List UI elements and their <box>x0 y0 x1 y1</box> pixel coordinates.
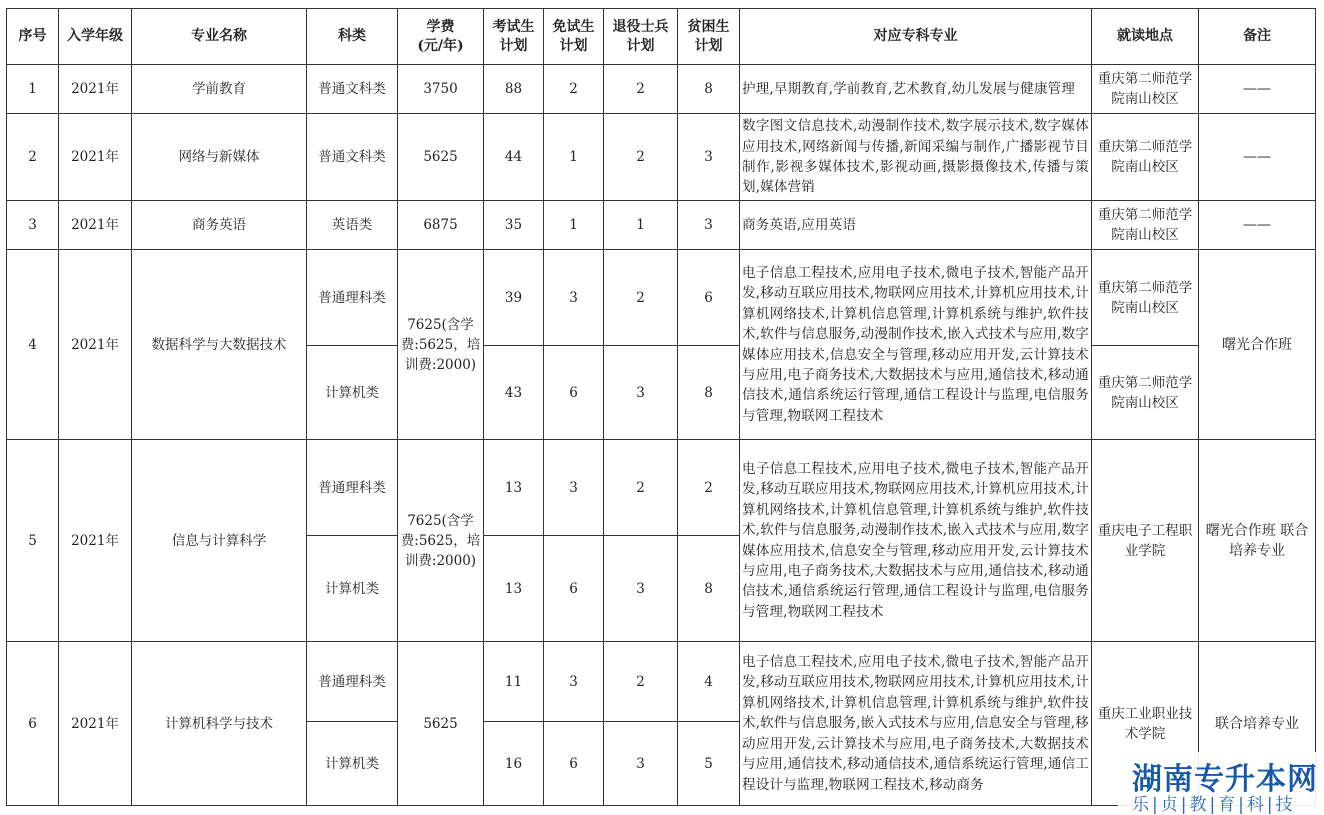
header-poor-plan: 贫困生 计划 <box>678 9 740 65</box>
header-tuition: 学费 (元/年) <box>398 9 484 65</box>
cell-location: 重庆第二师范学院南山校区 <box>1092 346 1199 440</box>
cell-category: 普通理科类 <box>307 440 398 536</box>
table-row <box>7 642 1316 722</box>
cell-note: 联合培养专业 <box>1199 642 1316 806</box>
cell-exam-plan: 13 <box>484 440 544 536</box>
cell-location: 重庆第二师范学院南山校区 <box>1092 65 1199 114</box>
admission-plan-table <box>6 8 1316 806</box>
cell-category: 普通理科类 <box>307 642 398 722</box>
watermark-subtitle: 乐|贞|教|育|科|技 <box>1132 795 1296 815</box>
cell-exam-plan: 35 <box>484 201 544 250</box>
table-row <box>7 65 1316 114</box>
cell-major: 信息与计算科学 <box>132 440 307 642</box>
cell-exempt-plan: 6 <box>544 346 604 440</box>
cell-veteran-plan: 3 <box>604 722 678 806</box>
cell-major: 学前教育 <box>132 65 307 114</box>
table-row <box>7 440 1316 536</box>
cell-veteran-plan: 2 <box>604 65 678 114</box>
cell-location: 重庆第二师范学院南山校区 <box>1092 114 1199 201</box>
cell-seq: 6 <box>7 642 59 806</box>
cell-exam-plan: 13 <box>484 536 544 642</box>
cell-related-majors: 电子信息工程技术,应用电子技术,微电子技术,智能产品开发,移动互联应用技术,物联网应用技术,计算机应用技术,计算机网络技术,计算机信息管理,计算机系统与维护,软件技术,软件与信息服务,动漫制作技术,嵌入式技术与应用,数字媒体应用技术,信息安全与管理,移动应用开发,云计算技术与应用,电子商务技术,大数据技术与应用,通信技术,移动通信技术,通信系统运行管理,通信工程设计与监理,电信服务与管理,物联网工程技术 <box>740 250 1092 440</box>
cell-note: —— <box>1199 201 1316 250</box>
cell-note: —— <box>1199 65 1316 114</box>
cell-category: 英语类 <box>307 201 398 250</box>
cell-poor-plan: 4 <box>678 642 740 722</box>
cell-related-majors: 电子信息工程技术,应用电子技术,微电子技术,智能产品开发,移动互联应用技术,物联网应用技术,计算机应用技术,计算机网络技术,计算机信息管理,计算机系统与维护,软件技术,软件与信息服务,嵌入式技术与应用,信息安全与管理,移动应用开发,云计算技术与应用,电子商务技术,大数据技术与应用,通信技术,移动通信技术,通信系统运行管理,通信工程设计与监理,物联网工程技术,移动商务 <box>740 642 1092 806</box>
cell-veteran-plan: 2 <box>604 642 678 722</box>
cell-exempt-plan: 1 <box>544 114 604 201</box>
cell-exam-plan: 16 <box>484 722 544 806</box>
cell-related-majors: 数字图文信息技术,动漫制作技术,数字展示技术,数字媒体应用技术,网络新闻与传播,新闻采编与制作,广播影视节目制作,影视多媒体技术,影视动画,摄影摄像技术,传播与策划,媒体营销 <box>740 114 1092 201</box>
header-exam-plan: 考试生 计划 <box>484 9 544 65</box>
header-related-majors: 对应专科专业 <box>740 9 1092 65</box>
watermark-title: 湖南专升本网 <box>1132 762 1318 797</box>
cell-related-majors: 电子信息工程技术,应用电子技术,微电子技术,智能产品开发,移动互联应用技术,物联网应用技术,计算机应用技术,计算机网络技术,计算机信息管理,计算机系统与维护,软件技术,软件与信息服务,动漫制作技术,嵌入式技术与应用,数字媒体应用技术,信息安全与管理,移动应用开发,云计算技术与应用,电子商务技术,大数据技术与应用,通信技术,移动通信技术,通信系统运行管理,通信工程设计与监理,电信服务与管理,物联网工程技术 <box>740 440 1092 642</box>
cell-grade: 2021年 <box>59 114 132 201</box>
cell-category: 普通文科类 <box>307 114 398 201</box>
cell-poor-plan: 3 <box>678 114 740 201</box>
cell-grade: 2021年 <box>59 642 132 806</box>
cell-poor-plan: 8 <box>678 346 740 440</box>
cell-seq: 2 <box>7 114 59 201</box>
cell-major: 网络与新媒体 <box>132 114 307 201</box>
cell-exam-plan: 43 <box>484 346 544 440</box>
table-row <box>7 201 1316 250</box>
cell-category: 普通文科类 <box>307 65 398 114</box>
cell-exempt-plan: 2 <box>544 65 604 114</box>
cell-location: 重庆工业职业技术学院 <box>1092 642 1199 806</box>
table-row <box>7 114 1316 201</box>
site-watermark <box>1118 752 1324 814</box>
cell-poor-plan: 5 <box>678 722 740 806</box>
header-seq: 序号 <box>7 9 59 65</box>
header-note: 备注 <box>1199 9 1316 65</box>
cell-tuition: 7625(含学费:5625，培训费:2000) <box>398 440 484 642</box>
header-veteran-plan: 退役士兵 计划 <box>604 9 678 65</box>
cell-grade: 2021年 <box>59 440 132 642</box>
cell-poor-plan: 6 <box>678 250 740 346</box>
cell-note: —— <box>1199 114 1316 201</box>
cell-tuition: 5625 <box>398 642 484 806</box>
header-exempt-plan: 免试生 计划 <box>544 9 604 65</box>
cell-exam-plan: 11 <box>484 642 544 722</box>
cell-exam-plan: 88 <box>484 65 544 114</box>
cell-tuition: 7625(含学费:5625，培训费:2000) <box>398 250 484 440</box>
cell-exempt-plan: 6 <box>544 536 604 642</box>
cell-veteran-plan: 2 <box>604 250 678 346</box>
header-row <box>7 9 1316 65</box>
cell-major: 商务英语 <box>132 201 307 250</box>
cell-tuition: 5625 <box>398 114 484 201</box>
table-row <box>7 250 1316 346</box>
cell-location: 重庆电子工程职业学院 <box>1092 440 1199 642</box>
cell-note: 曙光合作班 <box>1199 250 1316 440</box>
cell-seq: 4 <box>7 250 59 440</box>
cell-exempt-plan: 3 <box>544 440 604 536</box>
cell-category: 计算机类 <box>307 722 398 806</box>
cell-category: 计算机类 <box>307 346 398 440</box>
cell-exempt-plan: 3 <box>544 642 604 722</box>
cell-related-majors: 商务英语,应用英语 <box>740 201 1092 250</box>
cell-exempt-plan: 6 <box>544 722 604 806</box>
cell-category: 普通理科类 <box>307 250 398 346</box>
cell-location: 重庆第二师范学院南山校区 <box>1092 250 1199 346</box>
cell-exam-plan: 44 <box>484 114 544 201</box>
cell-poor-plan: 3 <box>678 201 740 250</box>
cell-category: 计算机类 <box>307 536 398 642</box>
cell-exam-plan: 39 <box>484 250 544 346</box>
cell-poor-plan: 2 <box>678 440 740 536</box>
cell-veteran-plan: 3 <box>604 536 678 642</box>
cell-major: 计算机科学与技术 <box>132 642 307 806</box>
cell-veteran-plan: 1 <box>604 201 678 250</box>
cell-tuition: 3750 <box>398 65 484 114</box>
cell-location: 重庆第二师范学院南山校区 <box>1092 201 1199 250</box>
cell-related-majors: 护理,早期教育,学前教育,艺术教育,幼儿发展与健康管理 <box>740 65 1092 114</box>
cell-seq: 1 <box>7 65 59 114</box>
header-major: 专业名称 <box>132 9 307 65</box>
cell-note: 曙光合作班 联合培养专业 <box>1199 440 1316 642</box>
cell-poor-plan: 8 <box>678 536 740 642</box>
cell-veteran-plan: 2 <box>604 114 678 201</box>
cell-seq: 3 <box>7 201 59 250</box>
cell-poor-plan: 8 <box>678 65 740 114</box>
cell-veteran-plan: 2 <box>604 440 678 536</box>
header-category: 科类 <box>307 9 398 65</box>
cell-veteran-plan: 3 <box>604 346 678 440</box>
cell-exempt-plan: 3 <box>544 250 604 346</box>
header-grade: 入学年级 <box>59 9 132 65</box>
cell-grade: 2021年 <box>59 65 132 114</box>
cell-seq: 5 <box>7 440 59 642</box>
cell-tuition: 6875 <box>398 201 484 250</box>
header-location: 就读地点 <box>1092 9 1199 65</box>
cell-major: 数据科学与大数据技术 <box>132 250 307 440</box>
cell-grade: 2021年 <box>59 201 132 250</box>
cell-grade: 2021年 <box>59 250 132 440</box>
cell-exempt-plan: 1 <box>544 201 604 250</box>
